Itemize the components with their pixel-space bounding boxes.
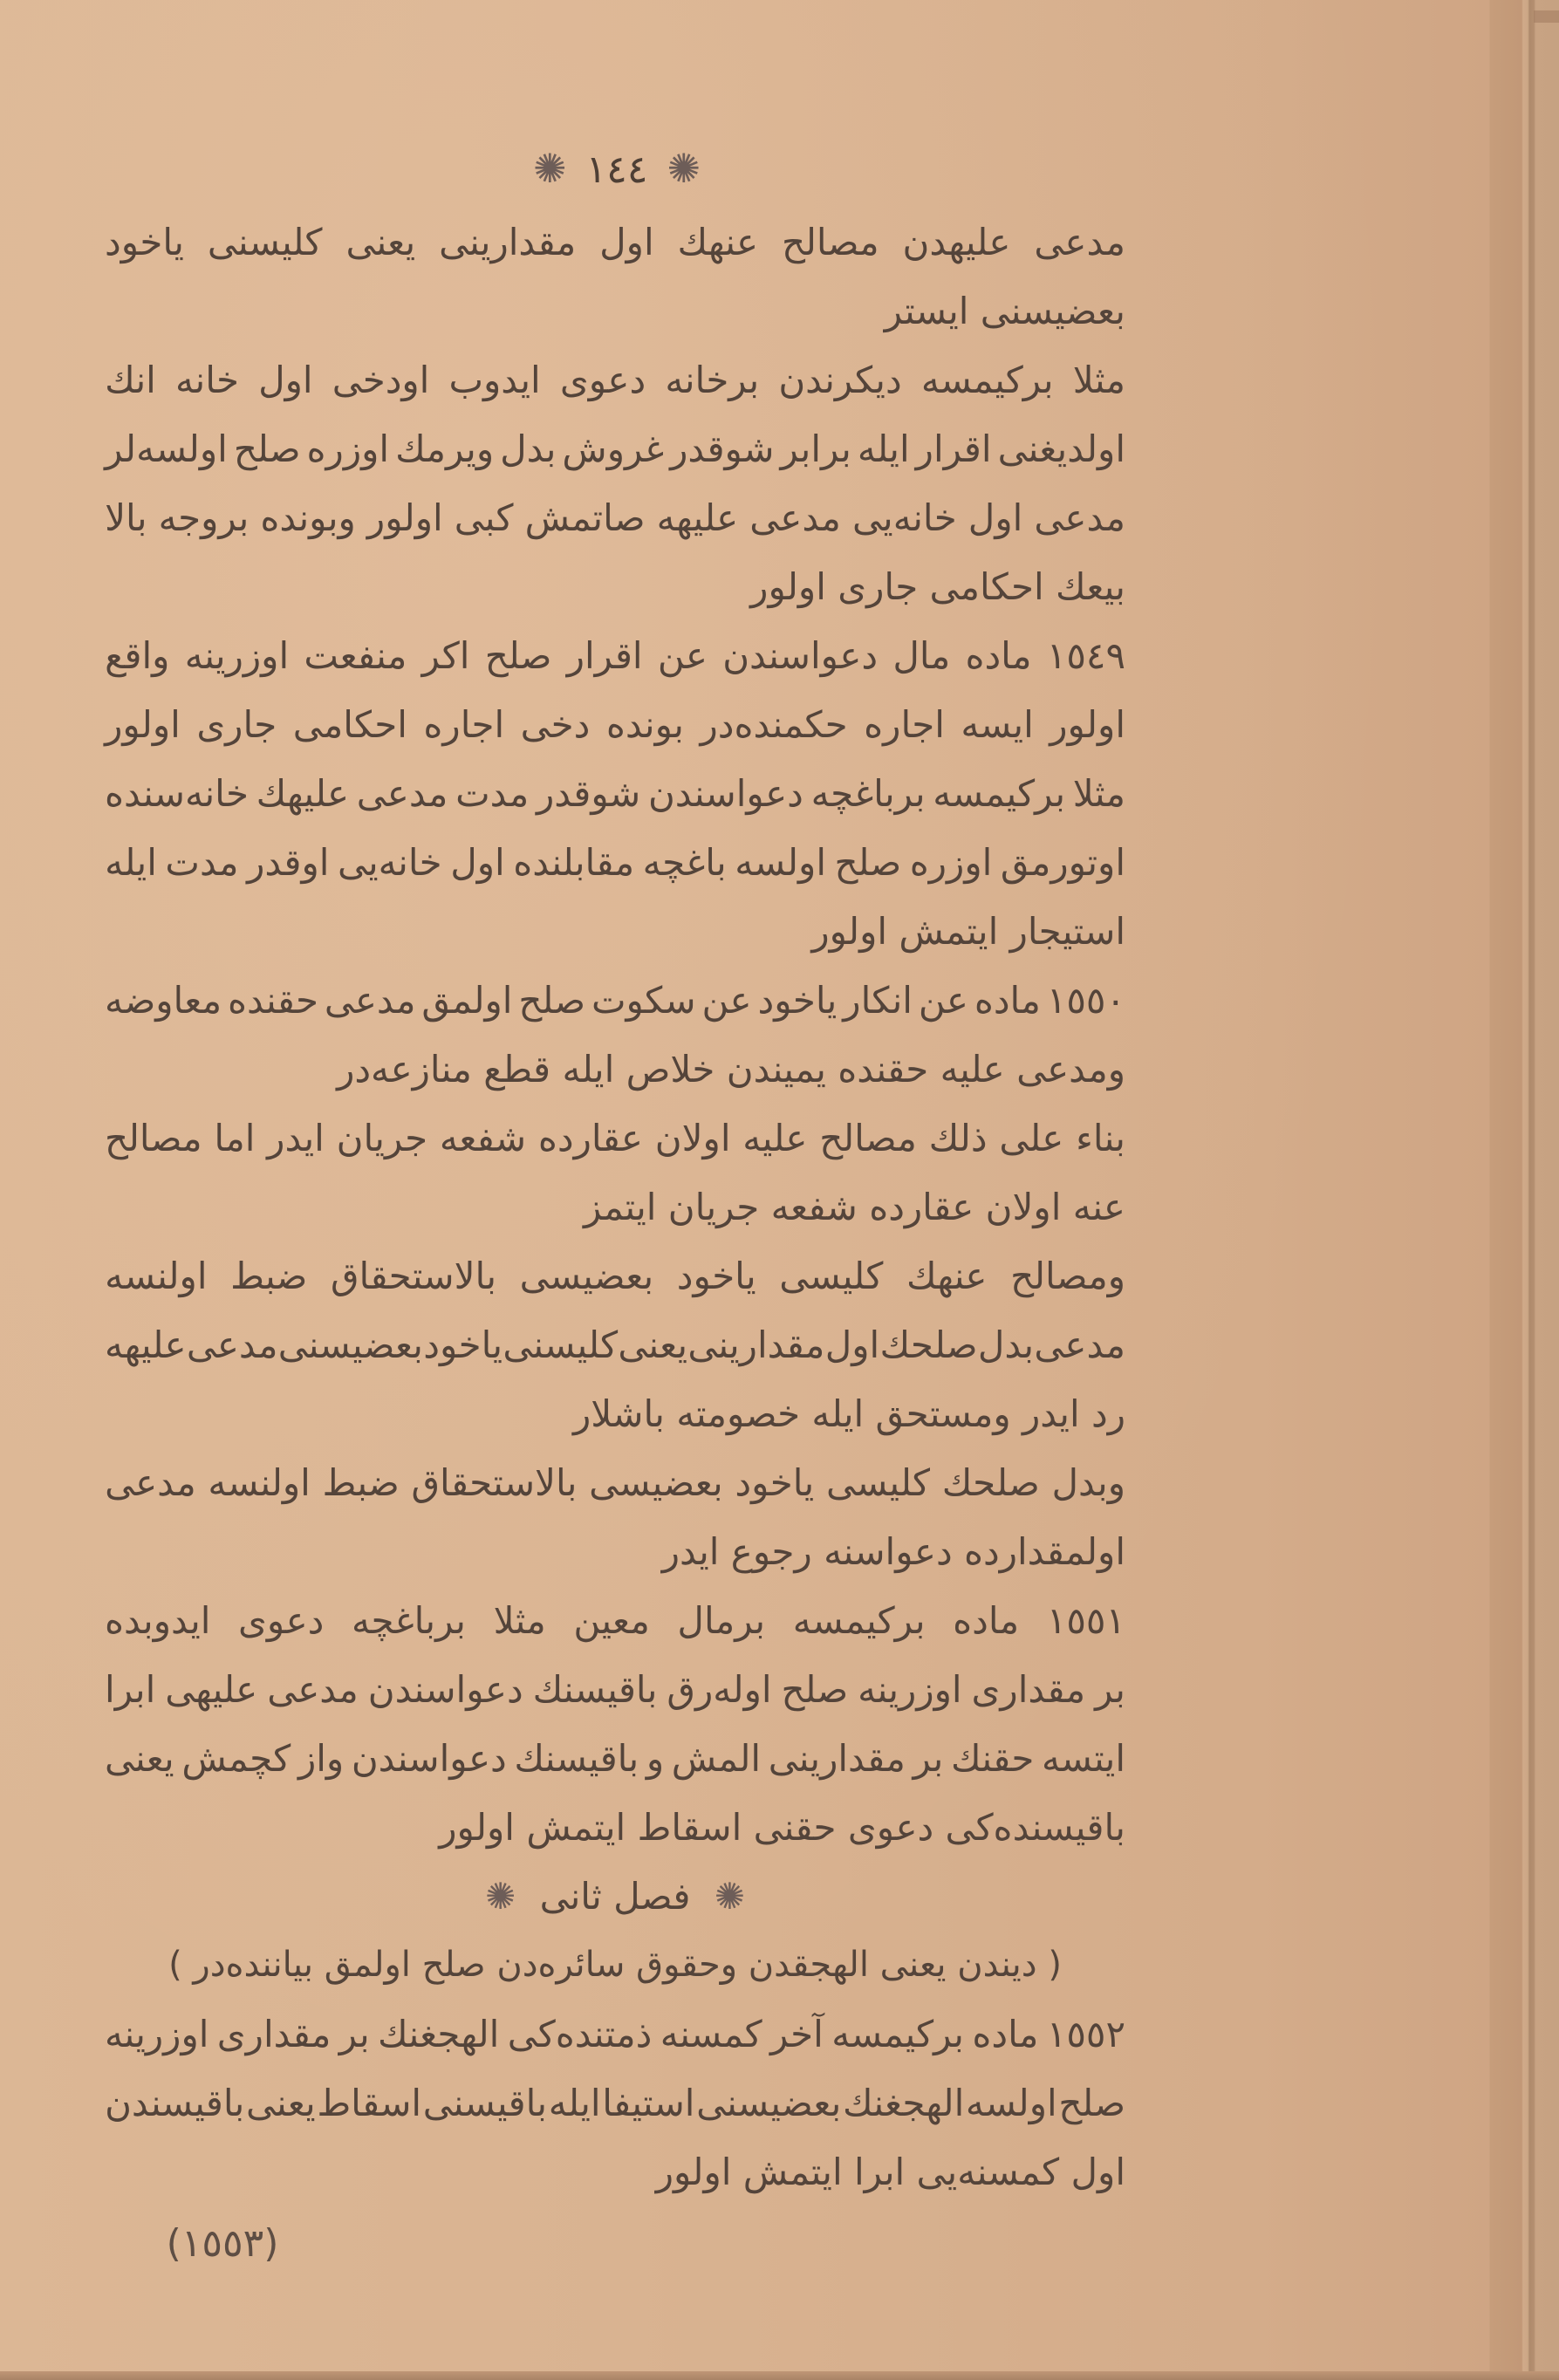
text-line: [105, 1655, 1125, 1724]
word: مقابلنده: [513, 841, 635, 884]
text-line: رد ايدر ومستحق ايله خصومته باشلار: [572, 1392, 1125, 1435]
word: آخر: [770, 2013, 824, 2055]
word: ياخود: [423, 1323, 503, 1366]
word: كبى: [454, 496, 514, 539]
word: اوزره: [306, 427, 390, 470]
word: مدعى: [1034, 221, 1125, 263]
word: بركيمسه: [933, 772, 1066, 815]
word: اودخى: [332, 359, 430, 401]
word: كمسنه: [660, 2013, 762, 2055]
word: حقنده: [228, 979, 318, 1022]
word: برخانه: [665, 359, 760, 401]
page-corner-mark: [1534, 10, 1559, 23]
word: ويرمك: [395, 427, 495, 470]
word: بر: [913, 1737, 944, 1780]
word: جريان: [336, 1117, 428, 1159]
word: مصالح: [819, 1117, 917, 1159]
word: مقدارى: [216, 2013, 332, 2055]
article-line: [105, 2000, 1125, 2069]
word: ياخود: [757, 979, 838, 1022]
word: واز: [297, 1737, 345, 1780]
word: اجاره: [864, 703, 945, 746]
page-bottom-edge: [0, 2371, 1559, 2380]
text-line: [105, 1241, 1125, 1310]
ornament-icon: ✺: [714, 1875, 745, 1918]
word: شوقدر: [670, 427, 775, 470]
word: اوتورمق: [1000, 841, 1125, 884]
word: مصالح: [781, 221, 879, 263]
word: باغچه: [642, 841, 727, 884]
word: اوزره: [909, 841, 993, 884]
word: بونده: [605, 703, 684, 746]
word: مدعى: [105, 1461, 196, 1504]
word: استيفا: [602, 2082, 695, 2124]
ornament-icon: ✺: [667, 145, 701, 192]
word: ضبط: [230, 1255, 308, 1297]
word: مثلا: [493, 1599, 546, 1642]
text-line: [105, 1724, 1125, 1793]
word: الهجغنك: [842, 2082, 965, 2124]
word: مدعى: [267, 1668, 359, 1711]
word: مدعى: [1034, 1323, 1125, 1366]
word: اما: [214, 1117, 256, 1159]
text-line: [105, 1104, 1125, 1173]
word: مثلا: [1072, 359, 1125, 401]
word: اجاره: [423, 703, 505, 746]
word: ايله: [548, 2082, 601, 2124]
word: ومصالح: [1010, 1255, 1125, 1297]
word: حقنك: [951, 1737, 1035, 1780]
word: برابر: [780, 427, 851, 470]
page-body: [105, 208, 1125, 2206]
text-line: [105, 414, 1125, 483]
word: خانه‌يى: [337, 841, 442, 884]
word: برباغچه: [810, 772, 926, 815]
text-line: ومدعى عليه حقنده يميندن خلاص ايله قطع منازعه‌در: [337, 1048, 1125, 1091]
word: عليهه: [105, 1323, 187, 1366]
word: اقرار: [915, 427, 992, 470]
word: اكر: [421, 634, 470, 677]
word: خانه‌يى: [852, 496, 957, 539]
article-line: [105, 966, 1125, 1035]
word: اولور: [105, 703, 181, 746]
word: اولان: [654, 1117, 731, 1159]
word: صلح: [233, 427, 301, 470]
word: مدت: [165, 841, 239, 884]
word: اول: [258, 359, 313, 401]
word: بعضيسنى: [696, 2082, 842, 2124]
word: انك: [105, 359, 156, 401]
word: مدعى: [749, 496, 841, 539]
word: بناء: [1076, 1117, 1125, 1159]
word: كليسنى: [207, 221, 323, 263]
word: اول: [450, 841, 505, 884]
word: عليهى: [165, 1668, 258, 1711]
word: دخى: [520, 703, 591, 746]
word: على: [999, 1117, 1064, 1159]
word: صلحك: [879, 1323, 978, 1366]
word: صلح: [518, 979, 586, 1022]
word: اولمق: [421, 979, 513, 1022]
word: اولديغنى: [997, 427, 1125, 470]
word: ايدر: [267, 1117, 325, 1159]
word: اولور: [366, 496, 443, 539]
text-line: اول كمسنه‌يى ابرا ايتمش اولور: [655, 2151, 1125, 2193]
word: اوله‌رق: [667, 1668, 772, 1711]
word: ذمتنده‌كى: [507, 2013, 653, 2055]
word: بركيمسه: [831, 2013, 964, 2055]
section-heading: [105, 1862, 1125, 1931]
text-line: [105, 208, 1125, 277]
word: شوقدر: [536, 772, 641, 815]
page-number-header: [486, 138, 748, 199]
word: ماده: [953, 1599, 1020, 1642]
article-line: [105, 1586, 1125, 1655]
article-line: [105, 621, 1125, 690]
word: دعواسندن: [722, 634, 879, 677]
word: اول: [599, 221, 654, 263]
word: وبونده: [260, 496, 356, 539]
catchword: (١٥٥٣): [166, 2221, 279, 2266]
word: كليسى: [779, 1255, 884, 1297]
word: مال: [892, 634, 951, 677]
word: مدت: [455, 772, 530, 815]
word: ١٥٥٢: [1046, 2013, 1125, 2055]
text-line: بيعك احكامى جارى اولور: [750, 565, 1125, 608]
word: باقيسندن: [105, 2082, 245, 2124]
word: ضبط: [322, 1461, 400, 1504]
word: مثلا: [1072, 772, 1125, 815]
word: كچمش: [181, 1737, 291, 1780]
word: ياخود: [105, 221, 184, 263]
word: مدعى: [186, 1323, 278, 1366]
word: اولسه: [735, 841, 826, 884]
word: دعواسندن: [351, 1737, 507, 1780]
word: ذلك: [928, 1117, 988, 1159]
text-line: اولمقدارده دعواسنه رجوع ايدر: [661, 1530, 1125, 1573]
word: ياخود: [735, 1461, 815, 1504]
word: بر: [338, 2013, 370, 2055]
text-line: [105, 345, 1125, 414]
word: دعوى: [559, 359, 646, 401]
word: صاتمش: [524, 496, 646, 539]
word: ايدوبده: [105, 1599, 211, 1642]
ornament-icon: ✺: [533, 145, 567, 192]
text-line: [105, 759, 1125, 828]
text-line: [105, 828, 1125, 897]
word: اولسه: [965, 2082, 1057, 2124]
word: خانه: [175, 359, 239, 401]
word: وبدل: [1051, 1461, 1125, 1504]
word: مدعى: [1034, 496, 1125, 539]
text-line: [105, 1310, 1125, 1379]
word: صلح: [484, 634, 552, 677]
word: ايدوب: [448, 359, 541, 401]
word: ١٥٤٩: [1046, 634, 1125, 677]
word: حكمنده‌در: [700, 703, 848, 746]
word: احكامى: [292, 703, 407, 746]
word: بالا: [105, 496, 147, 539]
word: اقرار: [566, 634, 643, 677]
word: مقدارينى: [439, 221, 577, 263]
word: اول: [824, 1323, 880, 1366]
word: انكار: [843, 979, 913, 1022]
word: بركيمسه: [792, 1599, 926, 1642]
text-line: [105, 1448, 1125, 1517]
word: دعواسندن: [647, 772, 803, 815]
word: و: [646, 1737, 665, 1780]
word: غروش: [562, 427, 665, 470]
word: ١٥٥١: [1046, 1599, 1125, 1642]
word: صلح: [1058, 2082, 1125, 2124]
word: خانه‌سنده: [105, 772, 249, 815]
text-line: استيجار ايتمش اولور: [811, 910, 1125, 953]
word: يعنى: [246, 2082, 316, 2124]
word: مدعى: [324, 979, 416, 1022]
word: معين: [573, 1599, 650, 1642]
word: اوزرينه: [105, 2013, 209, 2055]
word: عليهدن: [902, 221, 1011, 263]
word: باقيسنك: [532, 1668, 658, 1711]
word: اولنسه: [105, 1255, 208, 1297]
word: ايله: [105, 841, 157, 884]
word: عن: [701, 979, 752, 1022]
word: برمال: [677, 1599, 766, 1642]
word: معاوضه: [105, 979, 222, 1022]
ornament-icon: ✺: [485, 1875, 516, 1918]
word: شفعه: [439, 1117, 527, 1159]
word: باقيسنك: [514, 1737, 639, 1780]
word: كليسنى: [503, 1323, 619, 1366]
text-line: عنه اولان عقارده شفعه جريان ايتمز: [583, 1186, 1125, 1228]
word: منفعت: [304, 634, 407, 677]
text-line: بعضيسنى ايستر: [884, 290, 1125, 332]
word: كليسى: [825, 1461, 930, 1504]
word: صلح: [834, 841, 902, 884]
word: صلحك: [941, 1461, 1040, 1504]
word: ماده: [972, 2013, 1039, 2055]
word: عنهك: [677, 221, 759, 263]
word: ياخود: [676, 1255, 756, 1297]
word: ماده: [965, 634, 1032, 677]
word: بر: [1095, 1668, 1125, 1711]
word: بروجه: [158, 496, 250, 539]
section-subtitle: ( ديندن يعنى الهجقدن وحقوق سائره‌دن صلح اولمق بياننده‌در ): [168, 1945, 1062, 1985]
word: باقيسنى: [422, 2082, 548, 2124]
word: مقدارى: [971, 1668, 1086, 1711]
word: بالاستحقاق: [330, 1255, 497, 1297]
word: يعنى: [618, 1323, 688, 1366]
word: صلح: [781, 1668, 849, 1711]
word: بركيمسه: [920, 359, 1054, 401]
word: ١٥٥٠: [1046, 979, 1125, 1022]
word: الهجغنك: [378, 2013, 500, 2055]
section-title: فصل ثانى: [539, 1875, 691, 1918]
word: بدل: [500, 427, 557, 470]
word: ايتسه: [1041, 1737, 1125, 1780]
word: مقدارينى: [687, 1323, 825, 1366]
word: ايسه: [961, 703, 1034, 746]
word: اول: [968, 496, 1023, 539]
text-line: [105, 690, 1125, 759]
word: عقارده: [537, 1117, 643, 1159]
word: واقع: [105, 634, 170, 677]
word: برباغچه: [352, 1599, 466, 1642]
word: مدعى: [356, 772, 448, 815]
word: اولور: [1050, 703, 1125, 746]
word: اولنسه: [208, 1461, 311, 1504]
word: بعضيسى: [519, 1255, 654, 1297]
word: ماده: [974, 979, 1041, 1022]
word: عن: [657, 634, 708, 677]
word: جارى: [196, 703, 277, 746]
word: سكوت: [591, 979, 696, 1022]
word: ايله: [857, 427, 910, 470]
word: اوزرينه: [858, 1668, 962, 1711]
word: اولسه‌لر: [105, 427, 228, 470]
word: ديكرندن: [778, 359, 902, 401]
word: بعضيسنى: [277, 1323, 423, 1366]
word: دعوى: [238, 1599, 325, 1642]
page-number: ١٤٤: [585, 147, 648, 192]
word: مصالح: [105, 1117, 202, 1159]
word: اوقدر: [247, 841, 330, 884]
word: يعنى: [105, 1737, 174, 1780]
word: اوزرينه: [184, 634, 290, 677]
word: اسقاط: [317, 2082, 422, 2124]
text-line: [105, 2069, 1125, 2137]
word: بعضيسى: [589, 1461, 723, 1504]
word: عن: [918, 979, 968, 1022]
word: بالاستحقاق: [411, 1461, 578, 1504]
word: عليهك: [256, 772, 350, 815]
text-line: [105, 483, 1125, 552]
word: يعنى: [345, 221, 416, 263]
word: عنهك: [906, 1255, 988, 1297]
text-line: باقيسنده‌كى دعوى حقنى اسقاط ايتمش اولور: [439, 1806, 1125, 1849]
word: عليهه: [656, 496, 739, 539]
word: ابرا: [105, 1668, 156, 1711]
word: بدل: [977, 1323, 1035, 1366]
word: عليه: [742, 1117, 808, 1159]
word: مقدارينى: [768, 1737, 906, 1780]
word: دعواسندن: [367, 1668, 523, 1711]
word: المش: [671, 1737, 762, 1780]
